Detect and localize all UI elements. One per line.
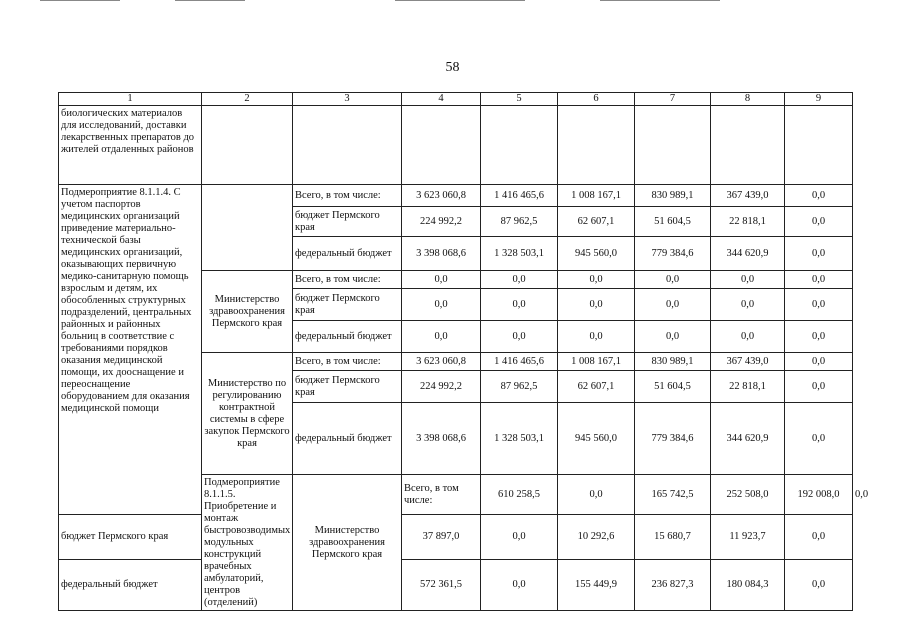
funding-label: бюджет Пермского края	[293, 207, 402, 237]
table-cell: 236 827,3	[635, 560, 711, 611]
column-header: 1	[59, 93, 202, 106]
table-cell: 0,0	[402, 289, 481, 321]
table-cell: 11 923,7	[711, 515, 785, 560]
column-number-row	[59, 93, 853, 106]
table-cell: 0,0	[481, 560, 558, 611]
table-cell: 0,0	[402, 271, 481, 289]
table-cell: 0,0	[558, 271, 635, 289]
table-cell: 0,0	[402, 321, 481, 353]
column-header: 4	[402, 93, 481, 106]
table-cell: 0,0	[635, 271, 711, 289]
table-cell: 0,0	[558, 321, 635, 353]
table-cell: 3 623 060,8	[402, 353, 481, 371]
table-cell: 224 992,2	[402, 207, 481, 237]
table-cell: 1 008 167,1	[558, 353, 635, 371]
top-edge-line	[600, 0, 720, 1]
table-cell: 0,0	[785, 560, 853, 611]
table-cell: 165 742,5	[635, 475, 711, 515]
table-cell: 3 398 068,6	[402, 237, 481, 271]
table-cell: 0,0	[635, 289, 711, 321]
table-cell: 192 008,0	[785, 475, 853, 515]
top-edge-line	[395, 0, 525, 1]
table-cell: 37 897,0	[402, 515, 481, 560]
funding-label: бюджет Пермского края	[293, 289, 402, 321]
table-cell: 1 008 167,1	[558, 185, 635, 207]
table-cell: 945 560,0	[558, 403, 635, 475]
table-cell: 0,0	[785, 321, 853, 353]
continuation-row	[59, 106, 853, 185]
table-row	[59, 560, 853, 611]
column-header: 3	[293, 93, 402, 106]
table-cell: 51 604,5	[635, 371, 711, 403]
table-cell: 87 962,5	[481, 207, 558, 237]
responsible-ministry-health: Министерство здравоохранения Пермского края	[202, 271, 293, 353]
responsible-ministry-procurement: Министерство по регулированию контрактной системы в сфере закупок Пермского края	[202, 353, 293, 475]
table-cell: 0,0	[785, 515, 853, 560]
column-header: 2	[202, 93, 293, 106]
table-cell: 62 607,1	[558, 207, 635, 237]
table-cell: 0,0	[481, 321, 558, 353]
column-header: 8	[711, 93, 785, 106]
responsible-empty	[202, 185, 293, 271]
funding-label: федеральный бюджет	[293, 403, 402, 475]
table-cell: 252 508,0	[711, 475, 785, 515]
table-cell: 0,0	[558, 289, 635, 321]
table-cell: 51 604,5	[635, 207, 711, 237]
table-cell: 22 818,1	[711, 371, 785, 403]
funding-label: федеральный бюджет	[293, 237, 402, 271]
funding-label: Всего, в том числе:	[293, 271, 402, 289]
table-cell: 610 258,5	[481, 475, 558, 515]
funding-label: федеральный бюджет	[59, 560, 202, 611]
table-cell: 155 449,9	[558, 560, 635, 611]
table-cell: 572 361,5	[402, 560, 481, 611]
table-cell: 0,0	[785, 403, 853, 475]
table-cell: 779 384,6	[635, 237, 711, 271]
funding-label: Всего, в том числе:	[293, 185, 402, 207]
table-cell: 0,0	[785, 185, 853, 207]
subevent-8-1-1-5-title: Подмероприятие 8.1.1.5. Приобретение и монтаж быстровозводимых модульных конструкций врачебных амбулаторий, центров (отделений)	[202, 475, 293, 611]
column-header: 7	[635, 93, 711, 106]
table-cell: 0,0	[711, 321, 785, 353]
table-cell: 945 560,0	[558, 237, 635, 271]
table-cell: 224 992,2	[402, 371, 481, 403]
table-cell: 62 607,1	[558, 371, 635, 403]
table-cell: 0,0	[558, 475, 635, 515]
table-cell: 0,0	[635, 321, 711, 353]
table-cell: 22 818,1	[711, 207, 785, 237]
top-edge-line	[40, 0, 120, 1]
table-cell: 0,0	[785, 237, 853, 271]
table-cell: 0,0	[711, 289, 785, 321]
table-cell: 1 416 465,6	[481, 185, 558, 207]
table-cell: 1 416 465,6	[481, 353, 558, 371]
table-cell: 344 620,9	[711, 403, 785, 475]
table-cell: 15 680,7	[635, 515, 711, 560]
funding-label: Всего, в том числе:	[293, 353, 402, 371]
table-cell: 0,0	[785, 371, 853, 403]
table-cell: 830 989,1	[635, 185, 711, 207]
table-cell: 0,0	[481, 289, 558, 321]
table-cell: 367 439,0	[711, 185, 785, 207]
table-cell: 0,0	[785, 353, 853, 371]
table-cell: 10 292,6	[558, 515, 635, 560]
table-cell: 180 084,3	[711, 560, 785, 611]
table-cell: 3 398 068,6	[402, 403, 481, 475]
table-cell: 1 328 503,1	[481, 403, 558, 475]
table-cell: 779 384,6	[635, 403, 711, 475]
table-cell: 344 620,9	[711, 237, 785, 271]
funding-label: бюджет Пермского края	[59, 515, 202, 560]
table-cell: 830 989,1	[635, 353, 711, 371]
table-cell: 1 328 503,1	[481, 237, 558, 271]
funding-label: федеральный бюджет	[293, 321, 402, 353]
table-cell: 0,0	[481, 515, 558, 560]
table-cell: 0,0	[785, 271, 853, 289]
budget-table	[58, 92, 869, 611]
table-cell: 0,0	[785, 289, 853, 321]
page-number: 58	[445, 60, 460, 75]
column-header: 6	[558, 93, 635, 106]
table-row	[59, 185, 853, 207]
table-cell: 87 962,5	[481, 371, 558, 403]
continuation-text: биологических материалов для исследований, доставки лекарственных препаратов до жителей отдаленных районов	[59, 106, 202, 185]
table-cell: 0,0	[711, 271, 785, 289]
column-header: 5	[481, 93, 558, 106]
table-cell: 0,0	[481, 271, 558, 289]
funding-label: бюджет Пермского края	[293, 371, 402, 403]
column-header: 9	[785, 93, 853, 106]
top-edge-line	[175, 0, 245, 1]
table-row	[59, 515, 853, 560]
responsible-ministry-health: Министерство здравоохранения Пермского края	[293, 475, 402, 611]
table-cell: 3 623 060,8	[402, 185, 481, 207]
table-cell: 0,0	[785, 207, 853, 237]
table-cell: 367 439,0	[711, 353, 785, 371]
table-row: Подмероприятие 8.1.1.5. Приобретение и монтаж быстровозводимых модульных конструкций врачебных амбулаторий, центров (отделений) Министерство здравоохранения Пермского края Всего, в том числе: 610 258,5 0,0 165 742,5 252 508,0 192 008,0 0,0	[59, 475, 853, 515]
funding-label: Всего, в том числе:	[402, 475, 481, 515]
subevent-8-1-1-4-title: Подмероприятие 8.1.1.4. С учетом паспортов медицинских организаций приведение материально-технической базы медицинских организаций, оказывающих первичную медико-санитарную помощь взрослым и детям, их обособленных структурных подразделений, центральных районных и районных больниц в соответствие с требованиями порядков оказания медицинской помощи, их дооснащение и переоснащение оборудованием для оказания медицинской помощи	[59, 185, 202, 515]
